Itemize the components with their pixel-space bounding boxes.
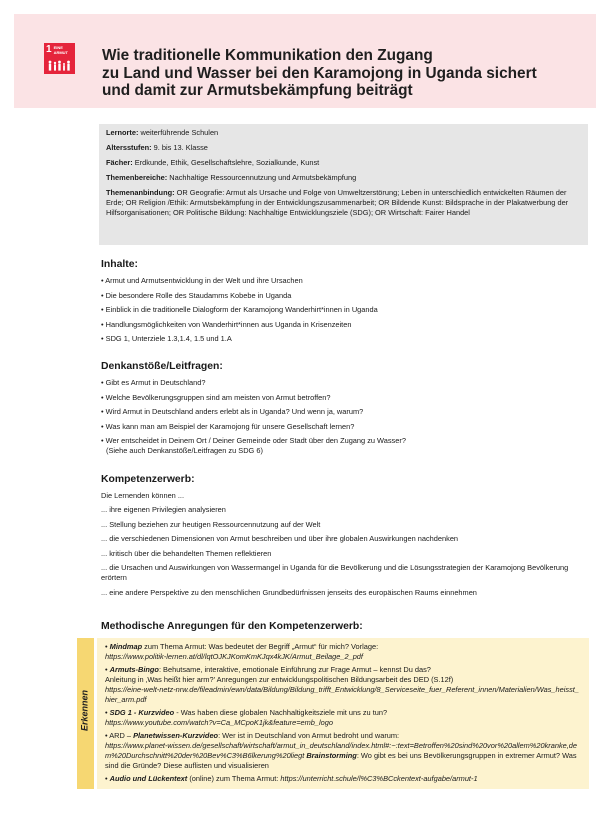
title-line: und damit zur Armutsbekämpfung beiträgt [102,82,413,99]
info-label: Themenanbindung: [106,188,175,197]
method-text: (online) zum Thema Armut: [187,774,281,783]
info-value: OR Geografie: Armut als Ursache und Folge von Umweltzerstörung; Leben in unterschiedlich entwickelten Räumen der Erde; OR Religion /Ethik: Armutsbekämpfung in der Entwicklungszusammenarbeit; OR Bildende Kunst: Bildsprache in der Plakatwerbung der Hilfsorganisationen; OR Politische Bildung: Nachhaltige Entwicklungsziele (SDG); OR Wirtschaft: Fairer Handel [106,188,569,217]
info-value: Nachhaltige Ressourcennutzung und Armutsbekämpfung [167,173,357,182]
info-value: weiterführende Schulen [138,128,219,137]
list-item: • Welche Bevölkerungsgruppen sind am meisten von Armut betroffen? [101,392,331,402]
method-text: : Wo gibt es bei uns Bevölkerungsgruppen in extremer Armut? Was sind die Gründe? Diese auflisten und visualisieren [105,751,577,770]
method-title: Mindmap [109,642,143,651]
method-title: SDG 1 - Kurzvideo [109,708,175,717]
list-item: • SDG 1, Unterziele 1.3,1.4, 1.5 und 1.A [101,334,232,344]
list-item: ... ihre eigenen Privilegien analysieren [101,505,226,514]
competence-list [101,505,601,598]
method-item: • Mindmap zum Thema Armut: Was bedeutet der Begriff „Armut“ für mich? Vorlage: https://www.politik-lernen.at/dl/lqtOJKJKomKmKJqx4kJK/Armut_Beilage_2_pdf [105,642,379,661]
section-heading: Denkanstöße/Leitfragen: [101,361,223,372]
page-title [102,47,582,100]
method-text: - Was haben diese globalen Nachhaltigkeitsziele mit uns zu tun? [174,708,388,717]
category-label: Erkennen [79,690,90,732]
info-row-lernorte [106,128,581,138]
list-note: (Siehe auch Denkanstöße/Leitfragen zu SDG 6) [106,446,263,456]
section-inhalte [101,258,601,349]
method-title: Armuts-Bingo [109,665,159,674]
info-row-themenbereiche [106,173,581,183]
question-list [101,378,601,456]
methods-box [77,638,589,789]
list-item: ... Stellung beziehen zur heutigen Ressourcennutzung auf der Welt [101,519,321,529]
method-link[interactable]: https://www.youtube.com/watch?v=Ca_MCpoK1jk&feature=emb_logo [105,718,334,727]
list-item: • Wird Armut in Deutschland anders erlebt als in Uganda? Und wenn ja, warum? [101,407,364,417]
category-sidebar [77,638,94,789]
method-link[interactable]: https://eine-welt-netz-nrw.de/fileadmin/ewn/data/Bildung/Bildung_trifft_Entwicklung/8_Serviceseite_fuer_Referent_innen/Materialien/Was_heisst_hier_arm.pdf [105,685,579,704]
sdg-number: 1 [46,44,52,55]
section-heading: Kompetenzerwerb: [101,474,195,485]
method-item: • ARD – Planetwissen-Kurzvideo: Wer ist in Deutschland von Armut bedroht und warum: https://www.planet-wissen.de/gesellschaft/wirtschaft/armut_in_deutschland/index.html#:~:text=Betroffen%20sind%20vor%20allem%20kranke,dem%20Durchschnitt%20der%20Bev%C3%B6lkerung%20liegt Brainstorming: Wo gibt es bei uns Bevölkerungsgruppen in extremer Armut? Was sind die Gründe? Diese auflisten und visualisieren [105,731,578,770]
method-link[interactable]: https://www.politik-lernen.at/dl/lqtOJKJKomKmKJqx4kJK/Armut_Beilage_2_pdf [105,652,363,661]
course-info-box [99,124,588,245]
method-title: Planetwissen-Kurzvideo [133,731,219,740]
method-prefix: ARD – [109,731,134,740]
list-item: ... kritisch über die behandelten Themen reflektieren [101,548,272,558]
method-text: zum Thema Armut: Was bedeutet der Begriff „Armut“ für mich? Vorlage: [142,642,379,651]
title-line: Wie traditionelle Kommunikation den Zugang [102,47,433,64]
info-value: 9. bis 13. Klasse [151,143,208,152]
list-item: • Armut und Armutsentwicklung in der Welt und ihre Ursachen [101,276,303,285]
info-label: Fächer: [106,158,133,167]
method-title: Audio und Lückentext [109,774,188,783]
list-item: • Handlungsmöglichkeiten von Wanderhirt*innen aus Uganda in Krisenzeiten [101,319,352,329]
method-item: • Audio und Lückentext (online) zum Thema Armut: https://unterricht.schule/l%C3%BCckentext-aufgabe/armut-1 [105,774,478,783]
method-title: Brainstorming [306,751,357,760]
section-kompetenzerwerb [101,473,601,603]
list-item: ... eine andere Perspektive zu den menschlichen Grundbedürfnissen jenseits des europäischen Raums einnehmen [101,587,477,597]
method-text: : Behutsame, interaktive, emotionale Einführung zur Frage Armut – kennst Du das? [158,665,431,674]
section-heading: Inhalte: [101,259,138,270]
section-denkanstoesse [101,360,601,461]
sdg-1-logo [44,43,75,74]
sdg-label: EINE ARMUT [53,45,69,55]
section-heading: Methodische Anregungen für den Kompetenzerwerb: [101,621,363,632]
info-row-altersstufen [106,143,581,153]
method-text: Anleitung in ‚Was heißt hier arm?' Anregungen zur entwicklungspolitischen Bildungsarbeit des DED (S.12f) [105,675,454,684]
method-item: • SDG 1 - Kurzvideo - Was haben diese globalen Nachhaltigkeitsziele mit uns zu tun? https://www.youtube.com/watch?v=Ca_MCpoK1jk&feature=emb_logo [105,708,388,727]
methods-content [97,638,589,789]
method-text: : Wer ist in Deutschland von Armut bedroht und warum: [218,731,400,740]
family-icon [47,60,72,71]
info-row-themenanbindung [106,188,581,218]
list-item: ... die Ursachen und Auswirkungen von Wassermangel in Uganda für die Bevölkerung und die Lösungsstrategien der Karamojong Bevölkerung erörtern [101,563,569,583]
section-intro: Die Lernenden können ... [101,491,185,500]
info-value: Erdkunde, Ethik, Gesellschaftslehre, Sozialkunde, Kunst [132,158,320,167]
list-item: • Gibt es Armut in Deutschland? [101,378,206,387]
info-label: Altersstufen: [106,143,152,152]
list-item: • Was kann man am Beispiel der Karamojong für unsere Gesellschaft lernen? [101,421,355,431]
list-item: • Wer entscheidet in Deinem Ort / Deiner Gemeinde oder Stadt über den Zugang zu Wasser? [101,436,406,446]
method-item: • Armuts-Bingo: Behutsame, interaktive, emotionale Einführung zur Frage Armut – kennst Du das? Anleitung in ‚Was heißt hier arm?' Anregungen zur entwicklungspolitischen Bildungsarbeit des DED (S.12f) https://eine-welt-netz-nrw.de/fileadmin/ewn/data/Bildung/Bildung_trifft_Entwicklung/8_Serviceseite_fuer_Referent_innen/Materialien/Was_heisst_hier_arm.pdf [105,665,579,704]
list-item: ... die verschiedenen Dimensionen von Armut beschreiben und über ihre globalen Auswirkungen nachdenken [101,534,459,544]
method-link[interactable]: https://www.planet-wissen.de/gesellschaft/wirtschaft/armut_in_deutschland/index.html#:~:text=Betroffen%20sind%20vor%20allem%20kranke,dem%20Durchschnitt%20der%20Bev%C3%B6lkerung%20liegt [105,741,578,760]
content-list [101,276,601,344]
list-item: • Die besondere Rolle des Staudamms Kobebe in Uganda [101,290,292,300]
title-line: zu Land und Wasser bei den Karamojong in Uganda sichert [102,64,537,82]
section-methoden [101,620,601,634]
method-link[interactable]: https://unterricht.schule/l%C3%BCckentext-aufgabe/armut-1 [280,774,478,783]
list-item: • Einblick in die traditionelle Dialogform der Karamojong Wanderhirt*innen in Uganda [101,305,378,315]
info-label: Lernorte: [106,128,139,137]
info-row-faecher [106,158,581,168]
info-label: Themenbereiche: [106,173,168,182]
